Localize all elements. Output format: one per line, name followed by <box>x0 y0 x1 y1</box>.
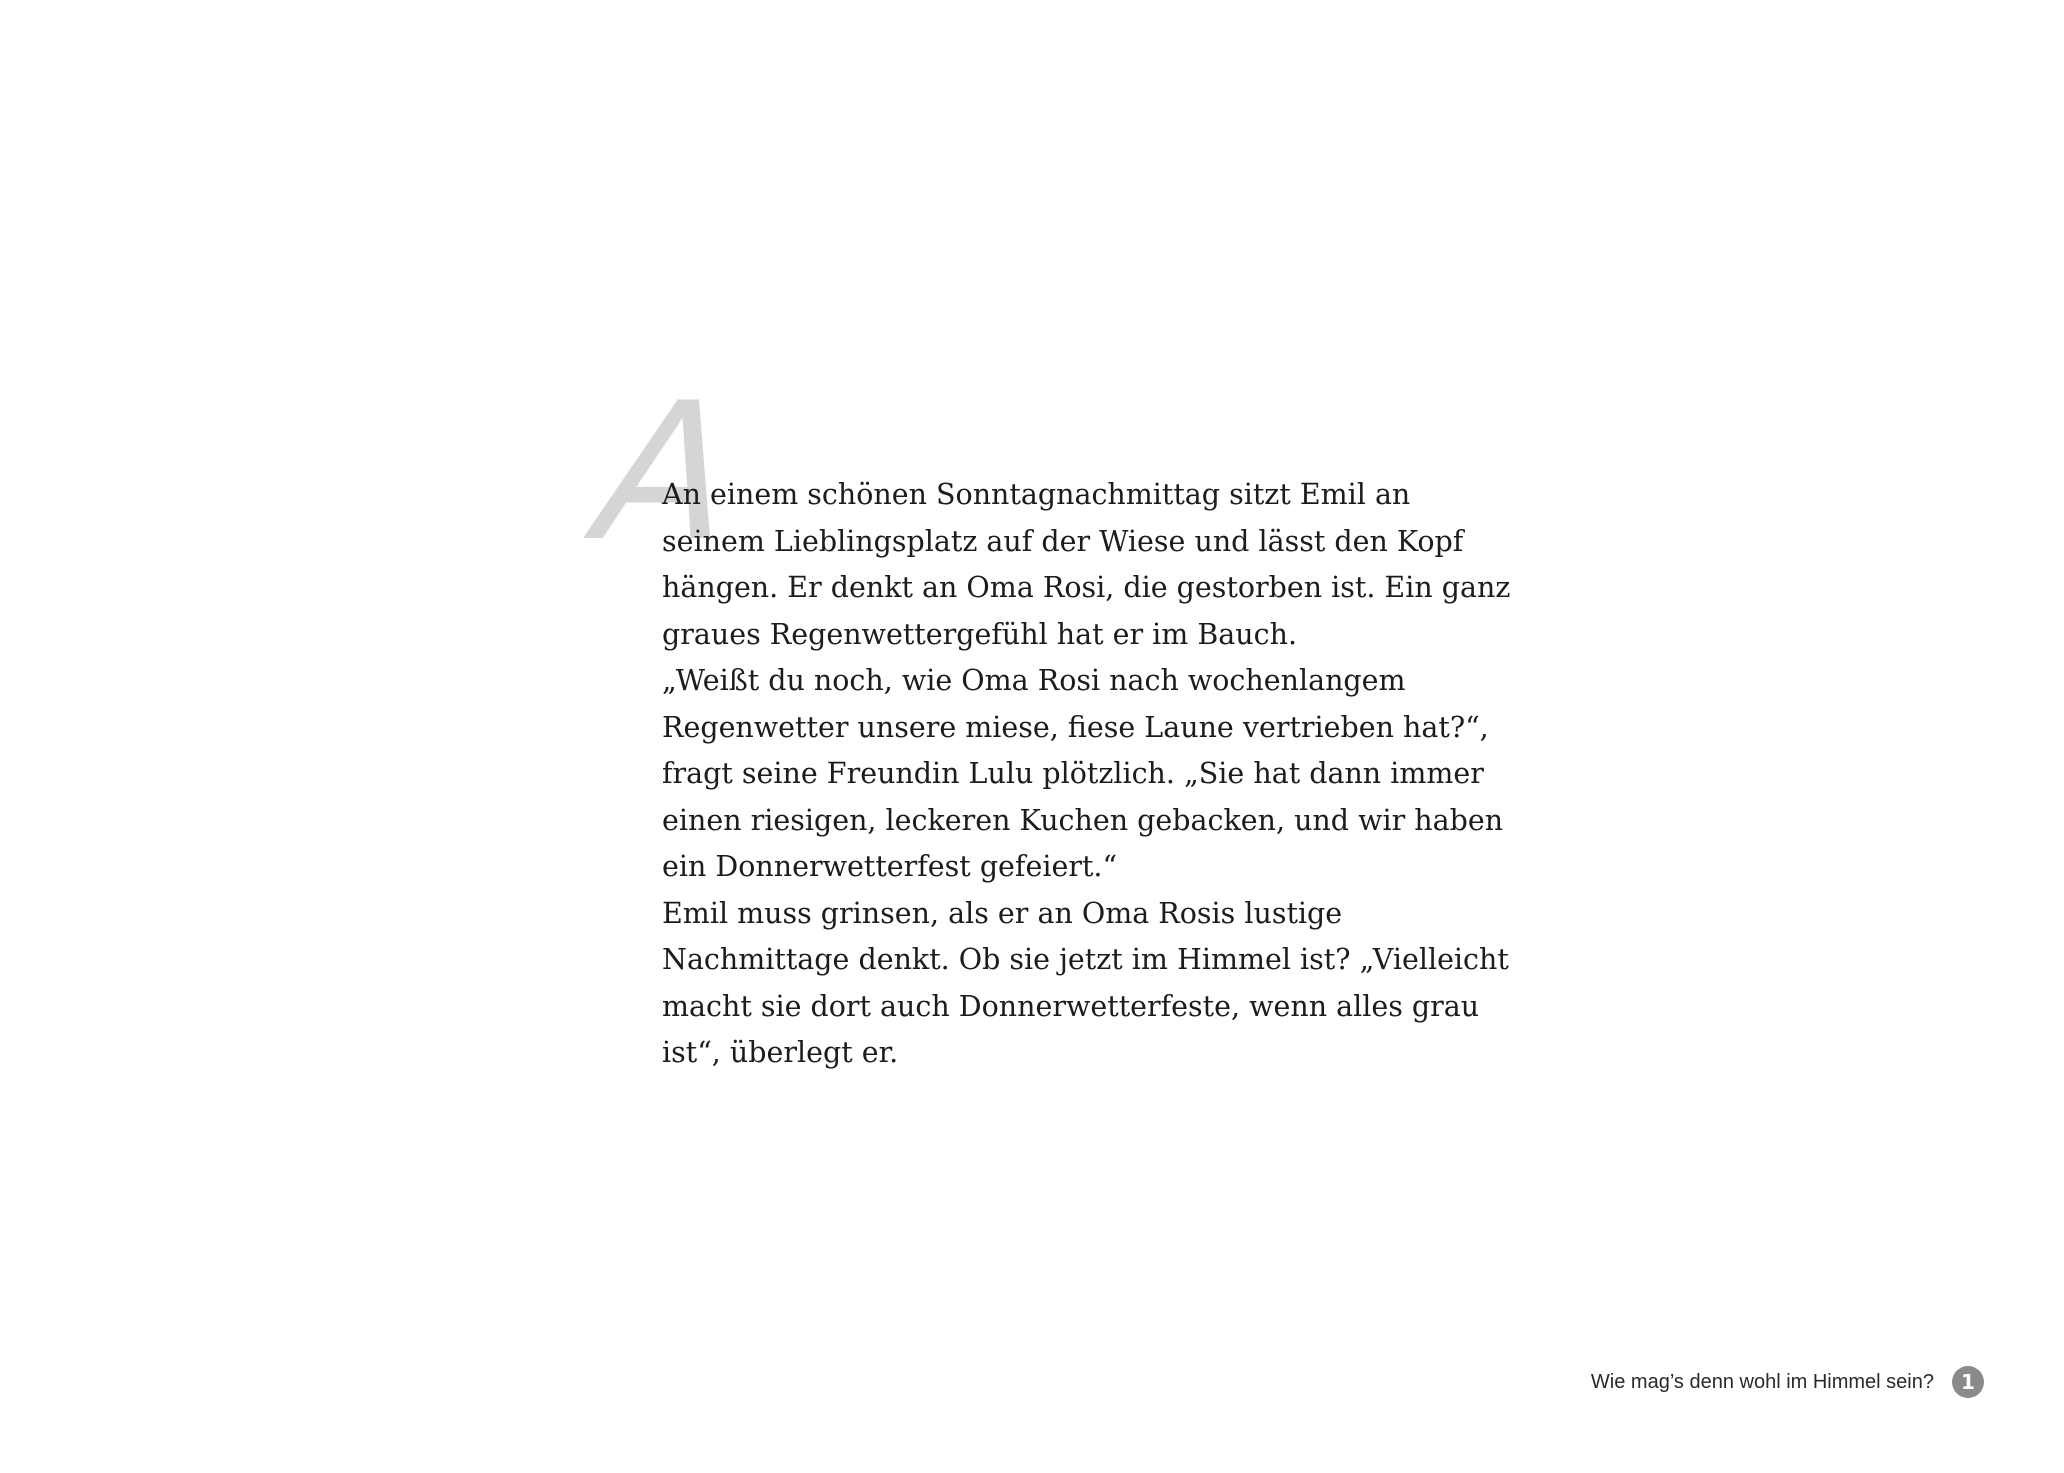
page-number-badge: 1 <box>1952 1366 1984 1398</box>
drop-cap: A <box>588 362 742 583</box>
footer-title: Wie mag’s denn wohl im Himmel sein? <box>1590 1370 1934 1393</box>
story-line: graues Regenwettergefühl hat er im Bauch. <box>662 617 1298 651</box>
story-text <box>662 472 1511 1077</box>
story-line: Emil muss grinsen, als er an Oma Rosis lustige <box>662 896 1343 930</box>
story-line: seinem Lieblingsplatz auf der Wiese und lässt den Kopf <box>662 524 1464 558</box>
story-line: ein Donnerwetterfest gefeiert.“ <box>662 850 1118 883</box>
page-footer <box>1591 1366 1984 1398</box>
story-line: An einem schönen Sonntagnachmittag sitzt Emil an <box>662 478 1411 511</box>
story-line: Regenwetter unsere miese, fiese Laune vertrieben hat?“, <box>662 710 1489 744</box>
story-line: Nachmittage denkt. Ob sie jetzt im Himmel ist? „Vielleicht <box>662 943 1509 976</box>
story-line: „Weißt du noch, wie Oma Rosi nach wochenlangem <box>662 664 1406 697</box>
story-line: einen riesigen, leckeren Kuchen gebacken, und wir haben <box>662 803 1504 837</box>
story-line: macht sie dort auch Donnerwetterfeste, wenn alles grau <box>662 989 1480 1023</box>
story-line: ist“, überlegt er. <box>662 1036 899 1069</box>
story-line: fragt seine Freundin Lulu plötzlich. „Sie hat dann immer <box>662 757 1484 790</box>
story-line: hängen. Er denkt an Oma Rosi, die gestorben ist. Ein ganz <box>662 571 1511 604</box>
